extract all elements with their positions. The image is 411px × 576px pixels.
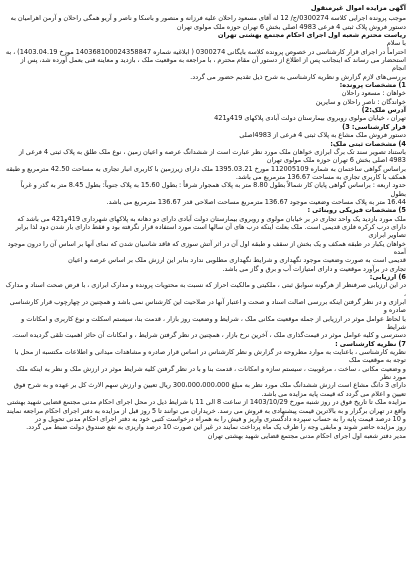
notice-title: آگهی مزایده اموال غیرمنقول <box>310 4 406 12</box>
notice-line: در این ارزیابی صرفنظر از هرگونه سوابق ثبتی ، ملکیتی و مالکیت احراز که نسبت به محتویات پرونده و مدارک ابرازی ، با فرض صحت اسناد و مدارک ، <box>5 281 406 298</box>
notice-line: دارای درب کرکره فلزی قدیمی است. ملک بعلت اینکه درب های آن سالها است مورد استفاده قرار نگرفته بود و فقط دارای بار شدن دود لذا برابر تصاویر ابرازی <box>15 222 406 240</box>
notice-line: ابرازی و در نظر گرفتن اینکه بررسی اصالت اسناد و صحت و اعتبار آنها در صلاحیت این کارشناس نمی باشد و همچنین در چهارچوب قرار کارشناسی صادره و <box>9 298 406 315</box>
notice-line: نظریه کارشناسی ، باعنایت به موارد مطروحه در گزارش و نظر کارشناس در اساس قرار صادره و مشاهدات میدانی و اطلاعات مکتسبه از محل با توجه به موقعیت ملک <box>14 348 406 365</box>
notice-line: همکف با کاربری تجاری به مساحت 136.67 مترمربع می باشد. <box>235 172 406 181</box>
notice-line: دسترسی و کلیه عوامل موثر در قیمت‌گذاری ملک ، آخرین نرخ بازار ، همچنین در نظر گرفتن شرایط ، و امکانات آن حائز اهمیت تلقی گردیده است. <box>12 331 406 340</box>
notice-line: 6) ارزیابی: <box>369 273 406 281</box>
notice-line: استحضار می رساند که اینجانب پس از اطلاع از دستور آن مقام محترم ، با مراجعه به موقعیت ملک ، بازدید و معاینه فنی بعمل آورده شد، پس از انجام <box>20 56 406 73</box>
notice-line: و وضعیت مکانی ، ساخت ، مرغوبیت ، سیستم سازه و امکانات ، قدمت بنا و با در نظر گرفتن کلیه شرایط موثر در ارزش ملک و نظر به اینکه ملک مورد نظر <box>16 364 406 382</box>
notice-line: خواهان : مسعود راحلان <box>341 89 406 98</box>
notice-line: 5) مشخصات فیزیکی روبنائی : <box>307 206 406 215</box>
notice-line: 1) مشخصات پرونده: <box>339 81 406 90</box>
notice-line: با سلام <box>386 39 406 48</box>
notice-line: 4) مشخصات ثبتی ملک: <box>330 139 406 148</box>
notice-line: تعیین و اعلام می گردد که قیمت پایه مزایده می باشد. <box>261 389 406 398</box>
notice-line: دارای 3 دانگ مشاع است ارزش ششدانگ ملک مورد نظر به مبلغ 300،000،000،000 ریال تعیین و ارزش سهم الارث کل بر عهده و به شرح فوق <box>13 381 406 390</box>
notice-line: تجاری در برآورد موقعیت و دارای امتیازات آب و برق و گاز می باشد. <box>222 264 406 273</box>
notice-line: تهران ، خیابان مولوی روبروی بیمارستان دولت آبادی پلاکهای 419و421 <box>214 114 406 123</box>
notice-line: قرار کارشناسی: 3) <box>342 122 406 131</box>
notice-line: براساس گواهی ساختمان به شماره 112005109 مورخ 1395.03.21 ملک دارای زیرزمین با کاربری انبار تجاری به مساحت 42.50 مترمربع و طبقه <box>6 164 406 173</box>
notice-line: قدیمی است به صورت وضعیت موجود نگهداری و شرایط نگهداری مطلوبی ندارد بنابر این ارزش ملک بر اساس عرصه و اعیان <box>68 256 406 265</box>
notice-line: بررسی‌های لازم گزارش و نظریه کارشناسی به شرح ذیل تقدیم حضور می گردد. <box>190 72 406 81</box>
notice-line: مدیر دفتر شعبه اول اجرای احکام مدنی مجتمع قضایی شهید بهشتی تهران <box>207 431 406 440</box>
notice-line: دستور فروش پلاک ثبتی 4 فرعی 4983 اصلی بخش 6 تهران حوزه ملک مولوی تهران <box>176 22 406 31</box>
notice-line: احتراماً در اجرای قرار کارشناسی در خصوص پرونده کلاسه بایگانی 0300274 ( ابلاغیه شماره 140368100024358847 مورخ 1403.04.19) ، به <box>5 47 406 56</box>
notice-line: آدرس ملک:2) <box>361 106 406 115</box>
notice-line: و 10 درصد قیمت پایه را به حساب سپرده دادگستری واریز و فیش را به همراه درخواست کتبی خود به دفتر اجرای احکام مدنی تحویل و در <box>34 414 406 423</box>
notice-line: ملک مورد بازدید یک واحد تجاری در بر خیابان مولوی و روبروی بیمارستان دولت آبادی دارای دو دهانه به پلاکهای شهرداری 419و421 می باشد که <box>17 214 406 223</box>
notice-line: خواندگان : ناصر راحلان و سایرین <box>315 97 406 106</box>
notice-line: با لحاظ عوامل موثر در ارزیابی از جمله موقعیت مکانی ملک ، شرایط و وضعیت روز بازار ، قدمت بنا، سیستم اسکلت و نوع کاربری و امکانات و شرایط <box>21 314 406 332</box>
notice-line: باستناد تصویر سند تک برگ ابرازی خواهان ملک مورد نظر عبارت است از ششدانگ عرصه و اعیان زمین ، نوع ملک طلق به پلاک ثبتی 4 فرعی از <box>18 147 406 156</box>
notice-line: مزایده ملک تا تاریخ فوق در روز شنبه مورخ 1403/10/29 از ساعت 8 الی 11 با شرایط ذیل در محل اجرای احکام مدنی مجتمع قضایی شهید بهشتی <box>6 398 406 407</box>
notice-line: روز مزایده حاضر شوند و مابقی وجه را ظرف یک ماه پرداخت نمایند در غیر این صورت 10 درصد واریزی به نفع صندوق دولت ضبط می گردد. <box>26 423 406 432</box>
notice-line: واقع در تهران برگزار و به بالاترین قیمت پیشنهادی به فروش می رسد. خریداران می توانند تا 5 روز قبل از مزایده به دفتر اجرای احکام مراجعه نمایند <box>6 406 406 415</box>
notice-line: موجب پرونده اجرایی کلاسه 0300274/ج/ 12 له آقای مسعود راحلان علیه فرزانه و منصور و باسکا و ناصر و آریو همگی راحلان و آرمن اهرامیان به <box>10 14 406 23</box>
notice-line: ریاست محترم شعبه اول اجرای احکام مجتمع بهشتی تهران <box>217 31 406 40</box>
notice-line: دستور فروش ملک مشاع به پلاک ثبتی 4 فرعی از 4983اصلی <box>239 131 406 140</box>
notice-line: 4983 اصلی بخش 6 تهران حوزه ملک مولوی تهران <box>266 156 406 165</box>
notice-body <box>5 14 406 440</box>
notice-line: 7) نظریه کارشناسی : <box>335 339 406 348</box>
notice-line: خواهان یکبار در طبقه همکف و یک بخش از سقف و طبقه اول آن در اثر آتش سوزی که فاقد شاسیان شدن که نمای آنها بر اساس آن را درون موجود آمده <box>7 239 406 256</box>
notice-line: 16.44 متر به پلاک مساحت وضعیت موجود 136.67 مترمربع مساحت اصلاحی قدر 136.67 مترمربع می باشد. <box>106 197 406 206</box>
notice-line: حدود اربعه : براساس گواهی پایان کار شمالاً بطول 8.80 متر به پلاک همجوار شرقاً : بطول 15.60 به پلاک جنوباً: بطول 8.45 متر به گذر و غرباً بطول <box>20 181 406 198</box>
